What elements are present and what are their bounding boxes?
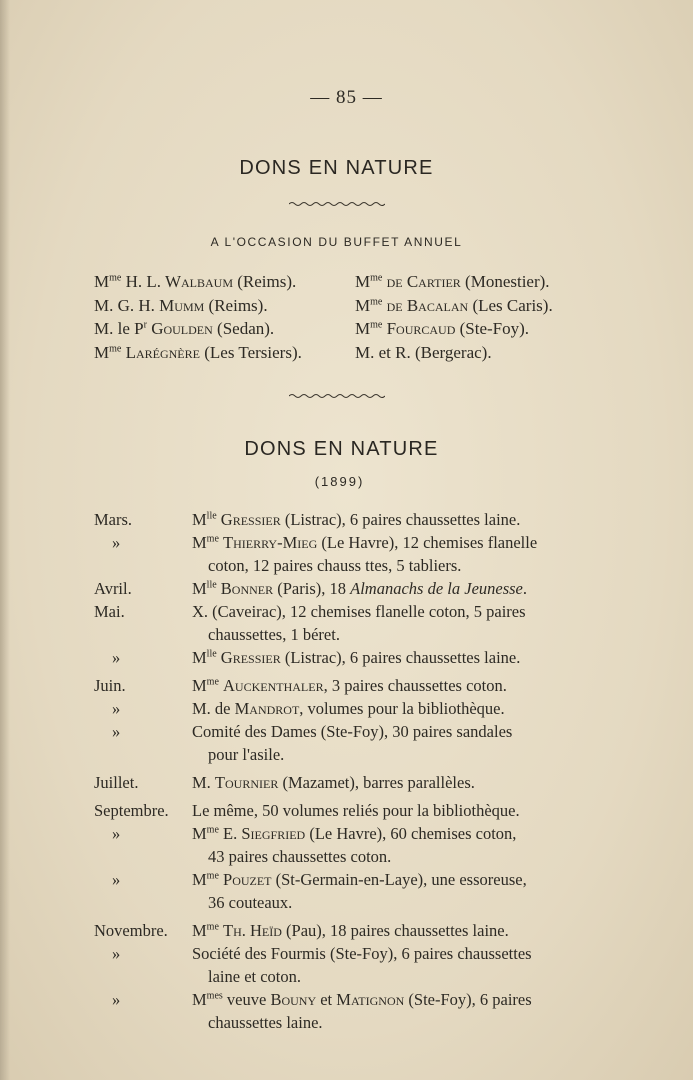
donor-prefix: M [355, 295, 371, 315]
entry-line: coton, 12 paires chauss ttes, 5 tabliers. [208, 556, 462, 575]
entry-text [192, 771, 594, 794]
donor-title-sup: me [109, 272, 122, 284]
entry-text [192, 531, 594, 577]
donor-title-sup: me [370, 319, 383, 331]
donation-entry [94, 799, 594, 822]
donation-entry [94, 771, 594, 794]
entry-line: laine et coton. [208, 967, 302, 986]
entry-text [192, 720, 594, 766]
ditto-mark: » [112, 990, 121, 1009]
donor-place: (Reims). [208, 295, 268, 315]
section-title-1899: DONS EN NATURE [244, 438, 439, 460]
donor-list-left [94, 270, 302, 364]
donation-entries [94, 508, 594, 1034]
donor-prefix: M. le P [94, 319, 144, 338]
donor-name: Larégnère [125, 342, 200, 362]
donation-entry [94, 674, 594, 697]
entry-text [192, 799, 594, 822]
donor-place: (Ste-Foy). [459, 319, 530, 338]
donor-line [94, 294, 302, 318]
donor-place: (Les Caris). [472, 295, 553, 315]
donation-entry [94, 508, 594, 531]
entry-line: $M^{lle}$ Bonner (Paris), 18 Almanachs de la Jeunesse. [192, 579, 528, 598]
entry-month: Juillet. [94, 773, 139, 792]
donor-line [94, 317, 302, 341]
donor-line [355, 317, 553, 341]
donation-entry [94, 822, 594, 868]
donor-list-right [355, 270, 553, 364]
entry-line: 43 paires chaussettes coton. [208, 847, 392, 866]
donor-name: Fourcaud [386, 319, 456, 338]
entry-text [192, 674, 594, 697]
donor-prefix: M [94, 342, 110, 362]
donation-entry [94, 697, 594, 720]
ditto-mark: » [112, 870, 121, 889]
page-number: — 85 — [310, 87, 383, 108]
donor-prefix: M [355, 272, 371, 291]
entry-line: Comité des Dames (Ste-Foy), 30 paires sandales [192, 722, 513, 741]
ditto-mark: » [112, 824, 121, 843]
entry-line: M. Tournier (Mazamet), barres parallèles. [192, 773, 475, 792]
donor-title-sup: me [109, 342, 122, 354]
entry-line: $M^{lle}$ Gressier (Listrac), 6 paires chaussettes laine. [192, 648, 521, 667]
donor-prefix: M. et R. [355, 342, 411, 362]
entry-line: chaussettes laine. [208, 1013, 323, 1032]
donor-place: (Sedan). [217, 319, 275, 338]
entry-text [192, 988, 594, 1034]
ditto-mark: » [112, 944, 121, 963]
donor-name: Mumm [159, 295, 205, 315]
section-title-buffet: DONS EN NATURE [239, 157, 434, 179]
entry-line: Société des Fourmis (Ste-Foy), 6 paires chaussettes [192, 944, 532, 963]
entry-text [192, 577, 594, 600]
donor-title-sup: r [143, 319, 147, 331]
donor-place: (Bergerac). [414, 342, 492, 362]
donor-line [94, 341, 302, 365]
donor-name: de Bacalan [386, 295, 469, 315]
ornament-divider [289, 393, 385, 399]
entry-text [192, 697, 594, 720]
donation-entry [94, 942, 594, 988]
entry-month: Novembre. [94, 921, 168, 940]
donor-line [355, 294, 553, 318]
donor-place: (Reims). [237, 272, 297, 291]
section-year: (1899) [314, 474, 365, 489]
ditto-mark: » [112, 533, 121, 552]
donor-line [355, 270, 553, 294]
entry-line: $M^{mes}$ veuve Bouny et Matignon (Ste-Foy), 6 paires [192, 990, 532, 1009]
entry-line: M. de Mandrot, volumes pour la bibliothèque. [192, 699, 505, 718]
donor-place: (Les Tersiers). [204, 342, 302, 362]
entry-text [192, 919, 594, 942]
entry-text [192, 868, 594, 914]
entry-month: Juin. [94, 676, 126, 695]
donor-prefix: M [355, 319, 371, 338]
entry-month: Avril. [94, 579, 132, 598]
entry-line: Le même, 50 volumes reliés pour la bibliothèque. [192, 801, 520, 820]
entry-text [192, 822, 594, 868]
donor-name: H. L. Walbaum [125, 272, 233, 291]
donor-name: Goulden [151, 319, 213, 338]
entry-line: X. (Caveirac), 12 chemises flanelle coton, 5 paires [192, 602, 526, 621]
donor-place: (Monestier). [465, 272, 550, 291]
entry-month: Septembre. [94, 801, 169, 820]
donor-prefix: M [94, 272, 110, 291]
entry-month: Mars. [94, 510, 133, 529]
entry-line: $M^{lle}$ Gressier (Listrac), 6 paires chaussettes laine. [192, 510, 521, 529]
donation-entry [94, 868, 594, 914]
entry-line: $M^{me}$ Thierry-Mieg (Le Havre), 12 chemises flanelle [192, 533, 538, 552]
entry-text [192, 942, 594, 988]
entry-text [192, 508, 594, 531]
donation-entry [94, 919, 594, 942]
section-subtitle: A L'OCCASION DU BUFFET ANNUEL [210, 235, 463, 249]
donation-entry [94, 531, 594, 577]
donor-prefix: M. G. H. [94, 295, 155, 315]
entry-line: $M^{me}$ Pouzet (St-Germain-en-Laye), une essoreuse, [192, 870, 527, 889]
entry-line: $M^{me}$ Th. Heïd (Pau), 18 paires chaussettes laine. [192, 921, 509, 940]
entry-line: $M^{me}$ Auckenthaler, 3 paires chaussettes coton. [192, 676, 507, 695]
entry-month: Mai. [94, 602, 125, 621]
donor-line [94, 270, 302, 294]
ditto-mark: » [112, 699, 121, 718]
entry-line: pour l'asile. [208, 745, 285, 764]
ornament-divider [289, 201, 385, 207]
entry-line: chaussettes, 1 béret. [208, 625, 340, 644]
ditto-mark: » [112, 722, 121, 741]
entry-text [192, 646, 594, 669]
ditto-mark: » [112, 648, 121, 667]
entry-line: 36 couteaux. [208, 893, 293, 912]
donation-entry [94, 646, 594, 669]
donor-title-sup: me [370, 295, 383, 307]
donor-line [355, 341, 553, 365]
donation-entry [94, 600, 594, 646]
donor-name: de Cartier [386, 272, 461, 291]
entry-text [192, 600, 594, 646]
donation-entry [94, 577, 594, 600]
donor-title-sup: me [370, 272, 383, 284]
donation-entry [94, 720, 594, 766]
entry-line: $M^{me}$ E. Siegfried (Le Havre), 60 chemises coton, [192, 824, 517, 843]
donation-entry [94, 988, 594, 1034]
